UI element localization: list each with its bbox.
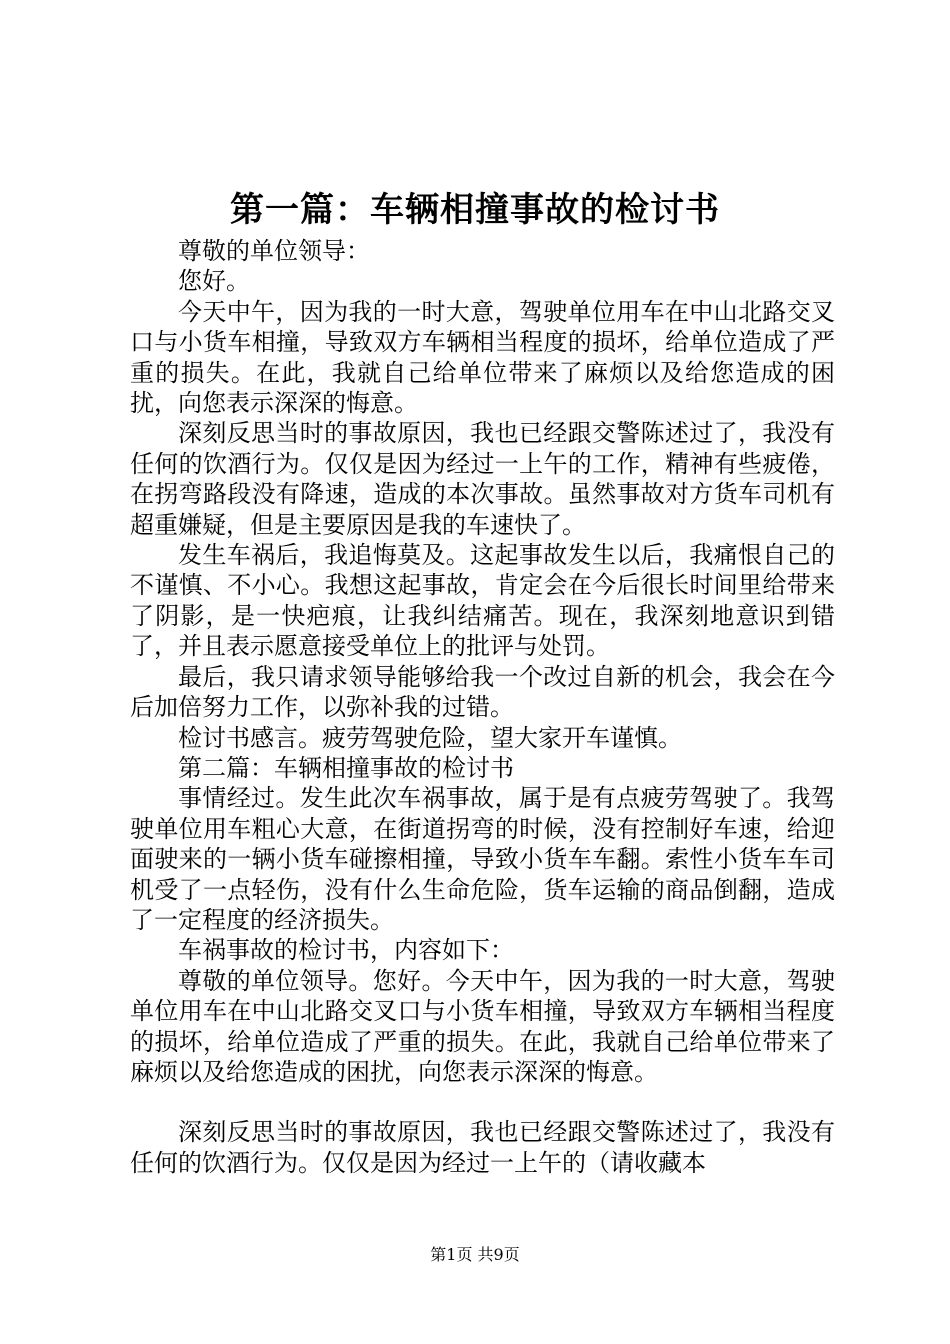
paragraph-salutation: 尊敬的单位领导：	[178, 237, 370, 265]
document-title: 第一篇：车辆相撞事故的检讨书	[230, 190, 720, 230]
paragraph: 尊敬的单位领导。您好。今天中午，因为我的一时大意，驾驶单位用车在中山北路交叉口与小货车相撞，导致双方车辆相当程度的损坏，给单位造成了严重的损失。在此，我就自己给单位带来了麻烦以及给您造成的困扰，向您表示深深的悔意。	[130, 966, 835, 1086]
paragraph-greeting: 您好。	[178, 267, 250, 296]
paragraph: 最后，我只请求领导能够给我一个改过自新的机会，我会在今后加倍努力工作，以弥补我的过错。	[130, 662, 835, 722]
paragraph: 事情经过。发生此次车祸事故，属于是有点疲劳驾驶了。我驾驶单位用车粗心大意，在街道拐弯的时候，没有控制好车速，给迎面驶来的一辆小货车碰擦相撞，导致小货车车翻。索性小货车车司机受了一点轻伤，没有什么生命危险，货车运输的商品倒翻，造成了一定程度的经济损失。	[130, 784, 835, 934]
paragraph: 深刻反思当时的事故原因，我也已经跟交警陈述过了，我没有任何的饮酒行为。仅仅是因为经过一上午的工作，精神有些疲倦，在拐弯路段没有降速，造成的本次事故。虽然事故对方货车司机有超重嫌疑，但是主要原因是我的车速快了。	[130, 419, 835, 539]
paragraph: 发生车祸后，我追悔莫及。这起事故发生以后，我痛恨自己的不谨慎、不小心。我想这起事故，肯定会在今后很长时间里给带来了阴影，是一快疤痕，让我纠结痛苦。现在，我深刻地意识到错了，并且表示愿意接受单位上的批评与处罚。	[130, 541, 835, 661]
document-body	[130, 236, 835, 1178]
section-heading: 第二篇：车辆相撞事故的检讨书	[178, 753, 514, 782]
page-number: 第1页 共9页	[430, 1245, 520, 1264]
paragraph: 今天中午，因为我的一时大意，驾驶单位用车在中山北路交叉口与小货车相撞，导致双方车辆相当程度的损坏，给单位造成了严重的损失。在此，我就自己给单位带来了麻烦以及给您造成的困扰，向您表示深深的悔意。	[130, 297, 835, 418]
paragraph: 车祸事故的检讨书，内容如下：	[178, 936, 514, 965]
paragraph: 深刻反思当时的事故原因，我也已经跟交警陈述过了，我没有任何的饮酒行为。仅仅是因为经过一上午的（请收藏本	[130, 1118, 835, 1177]
paragraph: 检讨书感言。疲劳驾驶危险，望大家开车谨慎。	[178, 723, 682, 752]
